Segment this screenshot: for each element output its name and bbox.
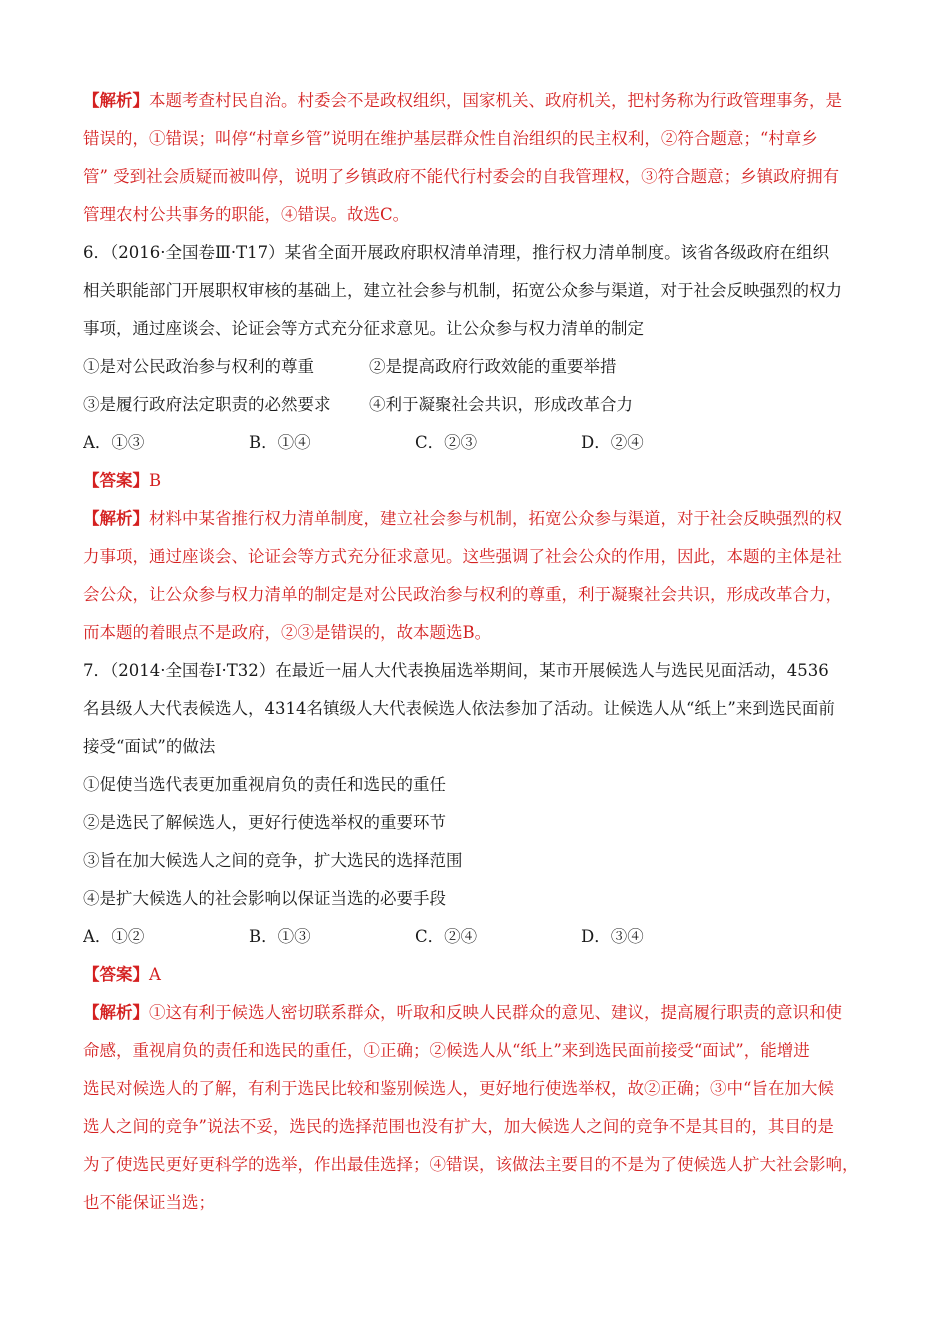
analysis-line: 错误的，①错误；叫停“村章乡管”说明在维护基层群众性自治组织的民主权利，②符合题意；“村章乡 <box>83 129 818 148</box>
question-6-items <box>83 386 873 424</box>
analysis-tag: 【解析】 <box>83 509 149 528</box>
document-page <box>83 82 873 1222</box>
option-b: B．①③ <box>249 927 311 946</box>
statement-item: ③旨在加大候选人之间的竞争，扩大选民的选择范围 <box>83 851 463 870</box>
option-d: D．②④ <box>581 433 644 452</box>
analysis-line: 【解析】本题考查村民自治。村委会不是政权组织，国家机关、政府机关，把村务称为行政管理事务，是 <box>83 91 842 110</box>
answer-line <box>83 462 873 500</box>
statement-item: ②是提高政府行政效能的重要举措 <box>369 357 617 376</box>
analysis-line: 为了使选民更好更科学的选举，作出最佳选择；④错误，该做法主要目的不是为了使候选人扩大社会影响， <box>83 1155 859 1174</box>
analysis-line: 【解析】①这有利于候选人密切联系群众，听取和反映人民群众的意见、建议，提高履行职责的意识和使 <box>83 1003 842 1022</box>
analysis-tag: 【解析】 <box>83 1003 149 1022</box>
statement-item: ④利于凝聚社会共识，形成改革合力 <box>369 395 633 414</box>
analysis-line: 而本题的着眼点不是政府，②③是错误的，故本题选B。 <box>83 623 492 642</box>
question-6-options <box>83 424 873 462</box>
option-a: A．①② <box>83 927 145 946</box>
option-c: C．②④ <box>415 927 478 946</box>
option-d: D．③④ <box>581 927 644 946</box>
analysis-line: 力事项，通过座谈会、论证会等方式充分征求意见。这些强调了社会公众的作用，因此，本题的主体是社 <box>83 547 842 566</box>
analysis-line: 管理农村公共事务的职能，④错误。故选C。 <box>83 205 410 224</box>
question-7-stem: 7．（2014·全国卷Ⅰ·T32）在最近一届人大代表换届选举期间，某市开展候选人与选民见面活动，4536 <box>83 661 829 680</box>
statement-item: ①促使当选代表更加重视肩负的责任和选民的重任 <box>83 775 446 794</box>
answer-value: B <box>149 471 162 490</box>
analysis-line: 管” 受到社会质疑而被叫停，说明了乡镇政府不能代行村委会的自我管理权，③符合题意；乡镇政府拥有 <box>83 167 840 186</box>
option-a: A．①③ <box>83 433 145 452</box>
answer-value: A <box>149 965 161 984</box>
statement-item: ④是扩大候选人的社会影响以保证当选的必要手段 <box>83 889 446 908</box>
analysis-line: 命感，重视肩负的责任和选民的重任，①正确；②候选人从“纸上”来到选民面前接受“面试”，能增进 <box>83 1041 810 1060</box>
answer-tag: 【答案】 <box>83 471 149 490</box>
answer-tag: 【答案】 <box>83 965 149 984</box>
question-6-items <box>83 348 873 386</box>
analysis-line: 【解析】材料中某省推行权力清单制度，建立社会参与机制，拓宽公众参与渠道，对于社会反映强烈的权 <box>83 509 842 528</box>
answer-line <box>83 956 873 994</box>
question-6-stem: 事项，通过座谈会、论证会等方式充分征求意见。让公众参与权力清单的制定 <box>83 319 644 338</box>
analysis-line: 选民对候选人的了解，有利于选民比较和鉴别候选人，更好地行使选举权，故②正确；③中“旨在加大候 <box>83 1079 834 1098</box>
question-6-stem: 6．（2016·全国卷Ⅲ·T17）某省全面开展政府职权清单清理，推行权力清单制度。该省各级政府在组织 <box>83 243 830 262</box>
statement-item: ②是选民了解候选人，更好行使选举权的重要环节 <box>83 813 446 832</box>
analysis-line: 也不能保证当选； <box>83 1193 215 1212</box>
question-7-stem: 名县级人大代表候选人，4314名镇级人大代表候选人依法参加了活动。让候选人从“纸上”来到选民面前 <box>83 699 835 718</box>
question-7-stem: 接受“面试”的做法 <box>83 737 216 756</box>
option-c: C．②③ <box>415 433 478 452</box>
option-b: B．①④ <box>249 433 311 452</box>
statement-item: ①是对公民政治参与权利的尊重 <box>83 357 314 376</box>
analysis-tag: 【解析】 <box>83 91 149 110</box>
analysis-line: 会公众，让公众参与权力清单的制定是对公民政治参与权利的尊重，利于凝聚社会共识，形成改革合力， <box>83 585 842 604</box>
statement-item: ③是履行政府法定职责的必然要求 <box>83 395 331 414</box>
analysis-line: 选人之间的竞争”说法不妥，选民的选择范围也没有扩大，加大候选人之间的竞争不是其目的，其目的是 <box>83 1117 834 1136</box>
question-7-options <box>83 918 873 956</box>
question-6-stem: 相关职能部门开展职权审核的基础上，建立社会参与机制，拓宽公众参与渠道，对于社会反映强烈的权力 <box>83 281 842 300</box>
